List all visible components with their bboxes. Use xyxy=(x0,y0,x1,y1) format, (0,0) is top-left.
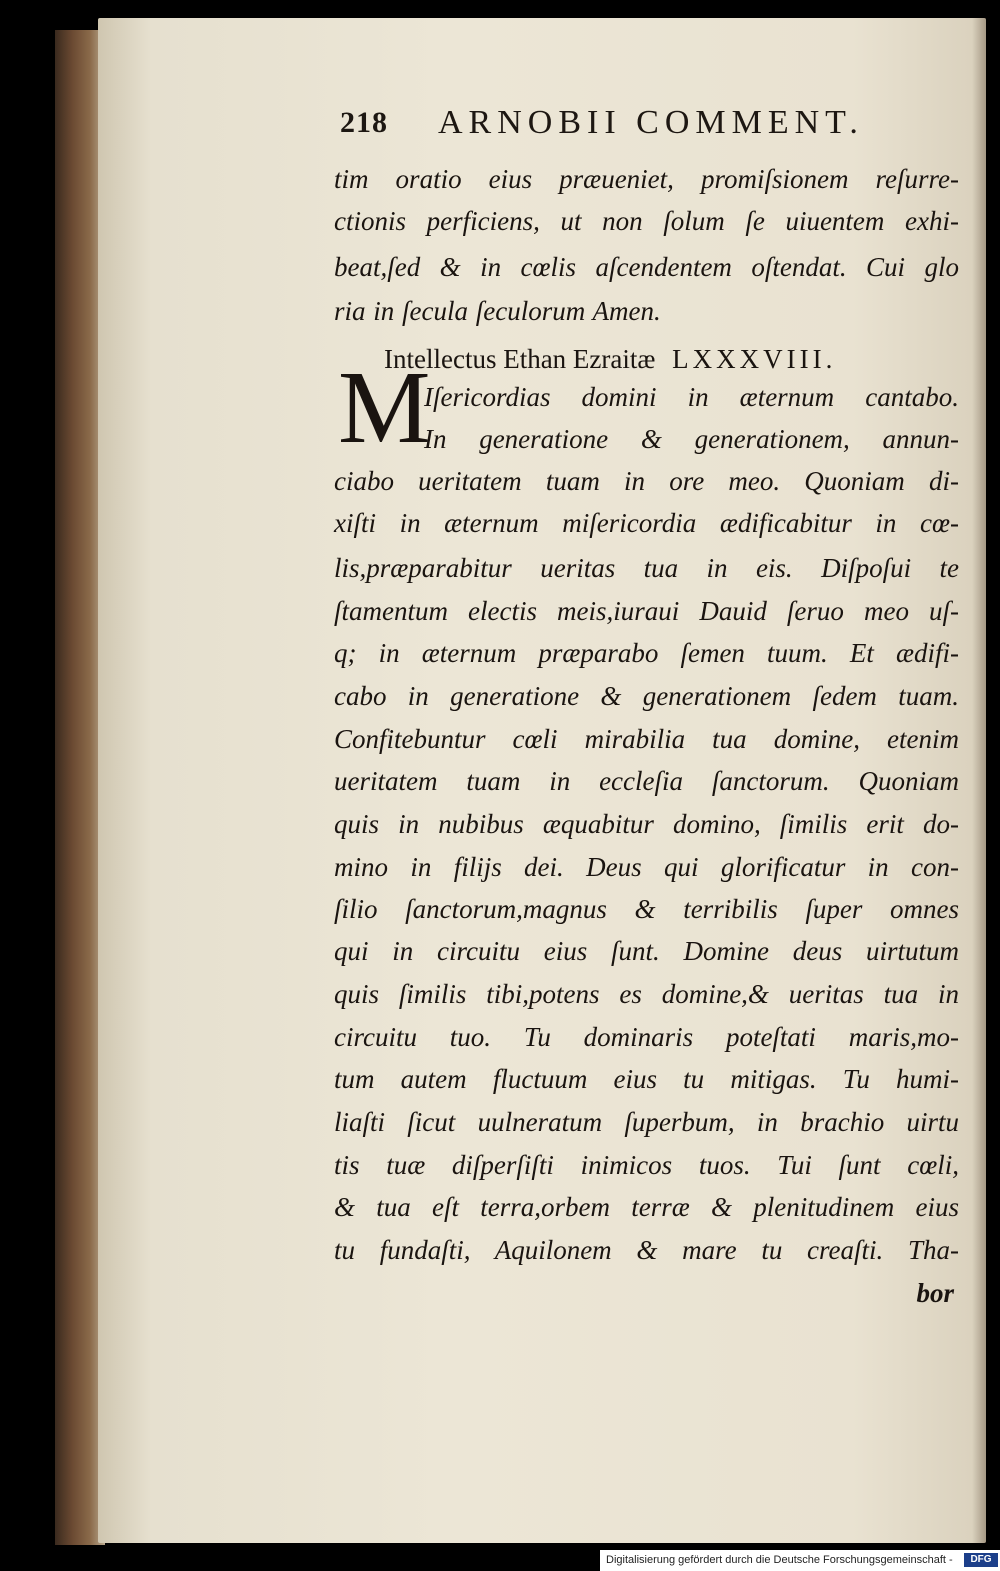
text-line: ciabo ueritatem tuam in ore meo. Quoniam di- xyxy=(334,466,959,496)
page-number: 218 xyxy=(340,106,388,139)
text-line: & tua eſt terra,orbem terræ & plenitudinem eius xyxy=(334,1192,959,1222)
psalm-numeral: LXXXVIII. xyxy=(672,344,837,374)
text-line: quis ſimilis tibi,potens es domine,& ueritas tua in xyxy=(334,979,959,1009)
text-line: Confitebuntur cœli mirabilia tua domine, etenim xyxy=(334,724,959,754)
psalm-title-text: Intellectus Ethan Ezraitæ xyxy=(384,344,656,374)
psalm-title xyxy=(384,338,836,380)
text-line: circuitu tuo. Tu dominaris poteſtati maris,mo- xyxy=(334,1022,959,1052)
running-title: ARNOBII COMMENT. xyxy=(438,104,864,141)
text-line: Iſericordias domini in æternum cantabo. xyxy=(424,382,959,412)
text-line: ſtamentum electis meis,iuraui Dauid ſeruo meo uſ- xyxy=(334,596,959,626)
funding-credit: Digitalisierung gefördert durch die Deutsche Forschungsgemeinschaft - xyxy=(606,1554,953,1566)
page-edge-shadow xyxy=(972,18,986,1543)
catchword: bor xyxy=(916,1278,954,1308)
page-header xyxy=(340,100,960,150)
text-line: tum autem fluctuum eius tu mitigas. Tu humi- xyxy=(334,1064,959,1094)
text-line: qui in circuitu eius ſunt. Domine deus uirtutum xyxy=(334,936,959,966)
text-line: ſilio ſanctorum,magnus & terribilis ſuper omnes xyxy=(334,894,959,924)
drop-cap: M xyxy=(338,350,431,465)
text-line: mino in filijs dei. Deus qui glorificatur in con- xyxy=(334,852,959,882)
text-line: lis,præparabitur ueritas tua in eis. Diſpoſui te xyxy=(334,553,959,583)
text-line: In generatione & generationem, annun- xyxy=(424,424,959,454)
text-line: ria in ſecula ſeculorum Amen. xyxy=(334,296,661,326)
dfg-logo: DFG xyxy=(964,1553,998,1567)
text-line: ueritatem tuam in eccleſia ſanctorum. Quoniam xyxy=(334,766,959,796)
text-line: tis tuæ diſperſiſti inimicos tuos. Tui ſunt cœli, xyxy=(334,1150,959,1180)
text-line: quis in nubibus æquabitur domino, ſimilis erit do- xyxy=(334,809,959,839)
text-line: beat,ſed & in cœlis aſcendentem oſtendat. Cui glo xyxy=(334,252,959,282)
text-line: liaſti ſicut uulneratum ſuperbum, in brachio uirtu xyxy=(334,1107,959,1137)
text-line: xiſti in æternum miſericordia ædificabitur in cœ- xyxy=(334,508,959,538)
text-line: tim oratio eius præueniet, promiſsionem reſurre- xyxy=(334,164,959,194)
text-line: ctionis perficiens, ut non ſolum ſe uiuentem exhi- xyxy=(334,206,959,236)
text-line: tu fundaſti, Aquilonem & mare tu creaſti. Tha- xyxy=(334,1235,959,1265)
text-line: q; in æternum præparabo ſemen tuum. Et ædifi- xyxy=(334,638,959,668)
text-line: cabo in generatione & generationem ſedem tuam. xyxy=(334,681,959,711)
digitization-footer xyxy=(600,1550,1000,1571)
